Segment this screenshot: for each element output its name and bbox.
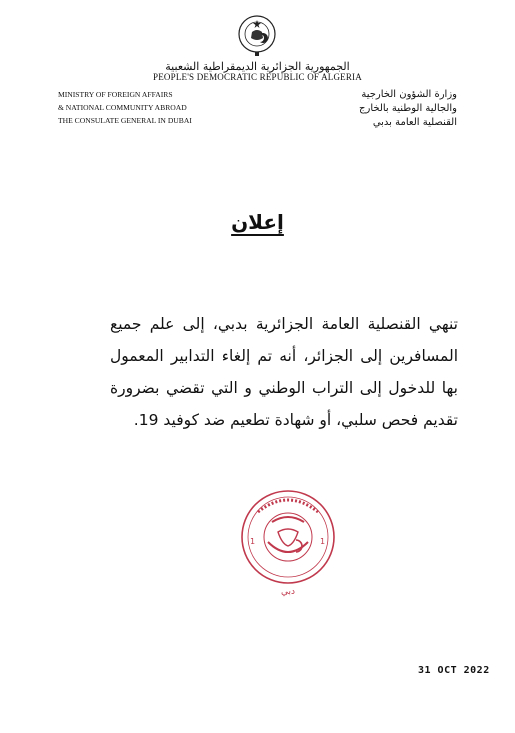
ministry-english-block [58,88,192,127]
national-emblem-icon [237,12,277,58]
notice-body: تنهي القنصلية العامة الجزائرية بدبي، إلى علم جميع المسافرين إلى الجزائر، أنه تم إلغاء التدابير المعمول بها للدخول إلى التراب الوطني و التي تقضي بضرورة تقديم فحص سلبي، أو شهادة تطعيم ضد كوفيد 19. [110,315,458,429]
notice-title-text: إعلان [231,210,284,234]
ministry-line: THE CONSULATE GENERAL IN DUBAI [58,116,192,125]
consulate-seal-icon [238,482,338,600]
ministry-line: MINISTRY OF FOREIGN AFFAIRS [58,90,173,99]
svg-text:1: 1 [320,537,326,546]
ministry-arabic-block [359,88,457,130]
ministry-line-ar: وزارة الشؤون الخارجية [361,89,457,100]
ministry-line: & NATIONAL COMMUNITY ABROAD [58,103,187,112]
seal-city-text: دبي [280,587,296,597]
svg-text:1: 1 [250,537,256,546]
republic-name-arabic: الجمهورية الجزائرية الديمقراطية الشعبية [165,60,350,73]
date-stamp: 31 OCT 2022 [418,665,490,676]
republic-name-english: PEOPLE'S DEMOCRATIC REPUBLIC OF ALGERIA [153,72,362,82]
notice-title [0,210,515,234]
ministry-line-ar: القنصلية العامة بدبي [372,117,457,128]
ministry-line-ar: والجالية الوطنية بالخارج [359,103,457,114]
